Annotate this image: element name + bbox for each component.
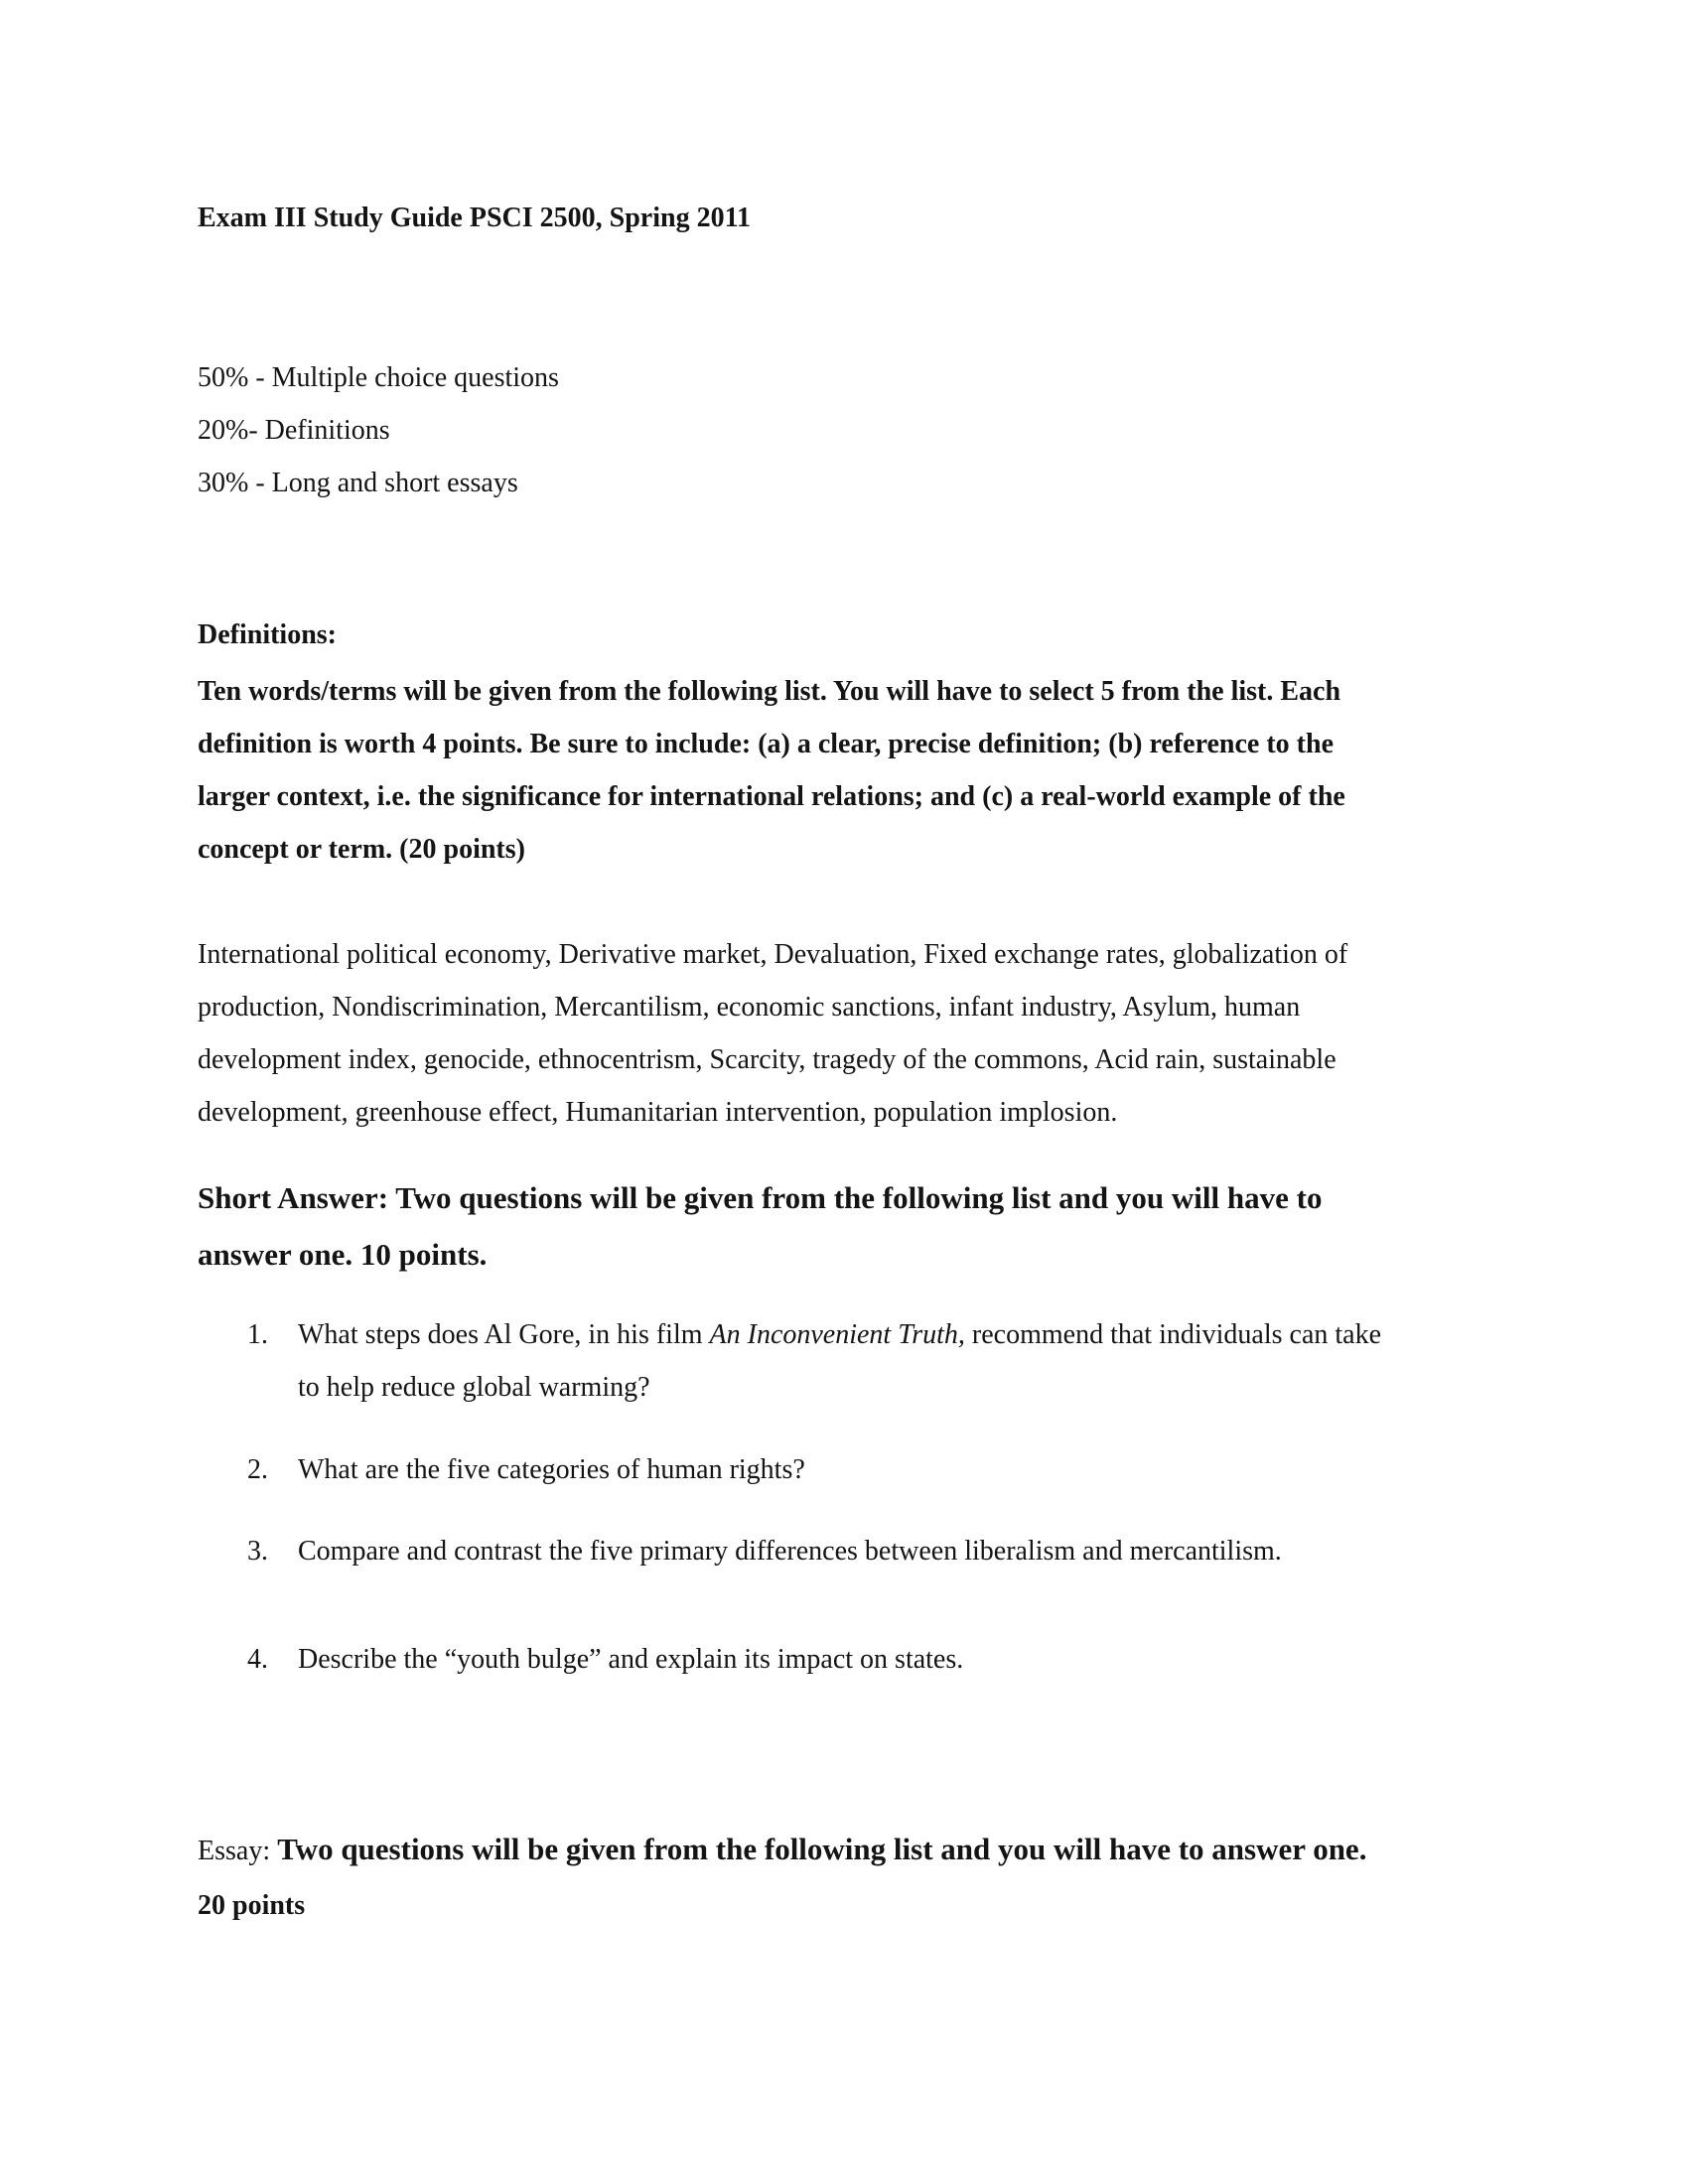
essay-heading-line bbox=[198, 1822, 1508, 1878]
terms-line: development, greenhouse effect, Humanitarian intervention, population implosion. bbox=[198, 1097, 1118, 1128]
definitions-instructions bbox=[198, 665, 1478, 876]
terms-line: development index, genocide, ethnocentrism, Scarcity, tragedy of the commons, Acid rain, sustainable bbox=[198, 1044, 1336, 1075]
instructions-line: larger context, i.e. the significance for international relations; and (c) a real-world example of the bbox=[198, 781, 1345, 812]
question-text-before-title: What steps does Al Gore, in his film bbox=[298, 1319, 710, 1350]
question-text bbox=[298, 1525, 1489, 1577]
question-number: 4. bbox=[247, 1644, 268, 1675]
question-text bbox=[298, 1443, 1489, 1496]
question-line bbox=[298, 1308, 1489, 1361]
short-answer-heading-line: answer one. 10 points. bbox=[198, 1237, 488, 1272]
question-number: 2. bbox=[247, 1454, 268, 1485]
weight-multiple-choice: 50% - Multiple choice questions bbox=[198, 362, 559, 393]
question-text-after-title: recommend that individuals can take bbox=[964, 1319, 1382, 1350]
essay-instructions: Two questions will be given from the following list and you will have to answer one. bbox=[270, 1832, 1367, 1866]
short-answer-heading bbox=[198, 1169, 1488, 1283]
terms-line: International political economy, Derivative market, Devaluation, Fixed exchange rates, globalization of bbox=[198, 939, 1348, 970]
short-answer-heading-line: Short Answer: Two questions will be given from the following list and you will have to bbox=[198, 1180, 1323, 1215]
question-number: 1. bbox=[247, 1319, 268, 1350]
grade-weights bbox=[198, 351, 1488, 509]
question-line: What are the five categories of human rights? bbox=[298, 1454, 805, 1485]
instructions-line: concept or term. (20 points) bbox=[198, 834, 525, 865]
film-title: An Inconvenient Truth, bbox=[709, 1319, 965, 1350]
essay-label: Essay: bbox=[198, 1836, 271, 1866]
question-line: Describe the “youth bulge” and explain its impact on states. bbox=[298, 1644, 964, 1675]
essay-points: 20 points bbox=[198, 1890, 306, 1921]
weight-definitions: 20%- Definitions bbox=[198, 415, 390, 446]
terms-line: production, Nondiscrimination, Mercantilism, economic sanctions, infant industry, Asylum, human bbox=[198, 992, 1301, 1023]
definitions-term-list bbox=[198, 928, 1488, 1139]
question-line: to help reduce global warming? bbox=[298, 1372, 650, 1403]
question-line: Compare and contrast the five primary differences between liberalism and mercantilism. bbox=[298, 1536, 1282, 1567]
instructions-line: definition is worth 4 points. Be sure to include: (a) a clear, precise definition; (b) reference to the bbox=[198, 729, 1334, 759]
question-number: 3. bbox=[247, 1536, 268, 1567]
question-text bbox=[298, 1633, 1489, 1686]
instructions-line: Ten words/terms will be given from the following list. You will have to select 5 from the list. Each bbox=[198, 676, 1341, 707]
question-text bbox=[298, 1308, 1489, 1414]
weight-essays: 30% - Long and short essays bbox=[198, 468, 518, 498]
essay-heading bbox=[198, 1822, 1508, 1933]
definitions-heading: Definitions: bbox=[198, 619, 337, 650]
document-title: Exam III Study Guide PSCI 2500, Spring 2011 bbox=[198, 203, 752, 233]
